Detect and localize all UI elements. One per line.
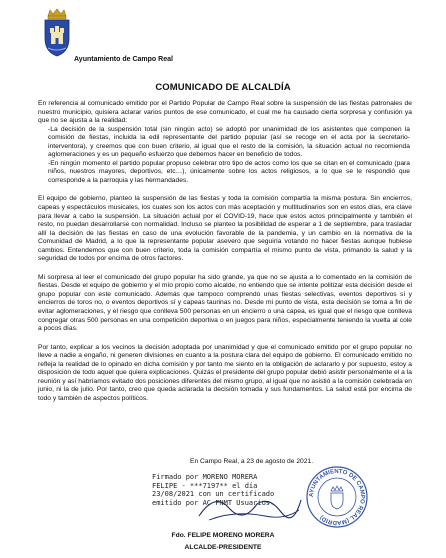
signer-name: Fdo. FELIPE MORENO MORERA	[171, 532, 275, 539]
paragraph-government: El equipo de gobierno, planteo la suspensión de las fiestas y toda la comisión compartía la misma postura. Sin encierros, capeas y espectáculos musicales, los cuales son los actos con más aceptación y multitudinarios son en estos días, era clave para llevar a cabo la suspensión. La situación actual por el COVID-19, hace que estos actos principalmente y también el resto, no puedan desarrollarse con normalidad. Incluso se planteo la posibilidad de esperar a 1 de septiembre, para trasladar allí la decisión de las fiestas en caso de una evolución favorable de la pandemia, y un cambio en la normativa de la Comunidad de Madrid, a lo que la representante popular asevero que seguiría votando no hacer fiestas aunque hubiese cambios. Entendemos que con buen criterio, toda la comisión compartía el mismo punto de vista, primando la salud y la seguridad de todos por encima de otros factores.	[38, 195, 412, 263]
date-line: En Campo Real, a 23 de agosto de 2021.	[190, 458, 314, 465]
signature-line: emitido por AC FNMT Usuarios	[152, 498, 271, 507]
organization-name: Ayuntamiento de Campo Real	[74, 56, 173, 63]
document-title: COMUNICADO DE ALCALDÍA	[155, 82, 291, 93]
signature-line: 23/08/2021 con un certificado	[152, 490, 275, 499]
official-stamp	[305, 465, 369, 529]
stamp-text: AYUNTAMIENTO DE CAMPO REAL (MADRID)	[308, 468, 366, 526]
paragraph-intro: En referencia al comunicado emitido por el Partido Popular de Campo Real sobre la suspensión de las fiestas patronales de nuestro municipio, quisiera aclarar varios puntos de ese comunicado, el cual me ha causado cierta sorpresa y confusión ya que no se ajusta a la realidad:	[38, 100, 412, 125]
paragraph-point-1: -La decisión de la suspensión total (sin ningún acto) se adoptó por unanimidad de los asistentes que componen la comisión de fiestas, incluida la edil representante del partido popular (así se recoge en el acta por la secretario-interventora), y creemos que con buen criterio, al igual que el resto de la comisión, la situación actual no recomienda aglomeraciones y es un pequeño esfuerzo que debemos hacer en beneficio de todos.	[48, 125, 410, 159]
paragraph-surprise: Mi sorpresa al leer el comunicado del grupo popular ha sido grande, ya que no se ajusta a lo comentado en la comisión de fiestas. Desde el equipo de gobierno y el mío propio como alcalde, no entiendo que se intente politizar esta decisión desde el grupo popular con este comunicado. Además que tampoco comprendo unas fiestas selectivas, eventos deportivos sí y encierros de toros no, o eventos deportivos sí y capeas taurinas no. Desde mi punto de vista, esta decisión se toma a fin de evitar aglomeraciones, y el riesgo que conlleva 500 personas en un encierro o una capea, es igual que el riesgo que conlleva congregar otras 500 personas en una competición deportiva o en juegos para niños, especialmente teniendo la vuelta al cole a pocos días.	[38, 273, 412, 333]
paragraph-conclusion: Por tanto, explicar a los vecinos la decisión adoptada por unanimidad y que el comunicado emitido por el grupo popular no lleve a nadie a engaño, ni generen divisiones en cuanto a la postura clara del equipo de gobierno. El comunicado emitido no refleja la realidad de lo opinado en dicha comisión y por tanto me siento en la obligación de aclararlo y por supuesto, estoy a disposición de todo aquel que quiera explicaciones. Quizás el presidente del grupo popular debió asistir personalmente el a la reunión y así habríamos evitado dos posiciones diferentes del mismo grupo, al igual que no asistió a la comisión celebrada en junio, ni la de julio. Por tanto, creo que queda aclarada la decisión tomada y sus fundamentos. La salud está por encima de todo y también de aspectos políticos.	[38, 343, 412, 402]
document-body	[38, 100, 412, 404]
signature-line: FELIPE - ***7197** el día	[152, 481, 258, 490]
coat-of-arms-icon	[40, 8, 74, 58]
handwritten-signature	[195, 486, 305, 526]
signature-line: Firmado por MORENO MORERA	[152, 473, 258, 481]
letterhead	[34, 8, 234, 68]
signer-role: ALCALDE-PRESIDENTE	[184, 544, 262, 551]
paragraph-point-2: -En ningún momento el partido popular propuso celebrar otro tipo de actos como los que se citan en el comunicado (para niños, nuestros mayores, deportivos, etc…), únicamente sobre los actos religiosos, a lo que se le respondió que corresponde a la parroquia y las hermandades.	[48, 159, 410, 184]
svg-text:AYUNTAMIENTO DE CAMPO REAL (MA	[309, 469, 365, 525]
